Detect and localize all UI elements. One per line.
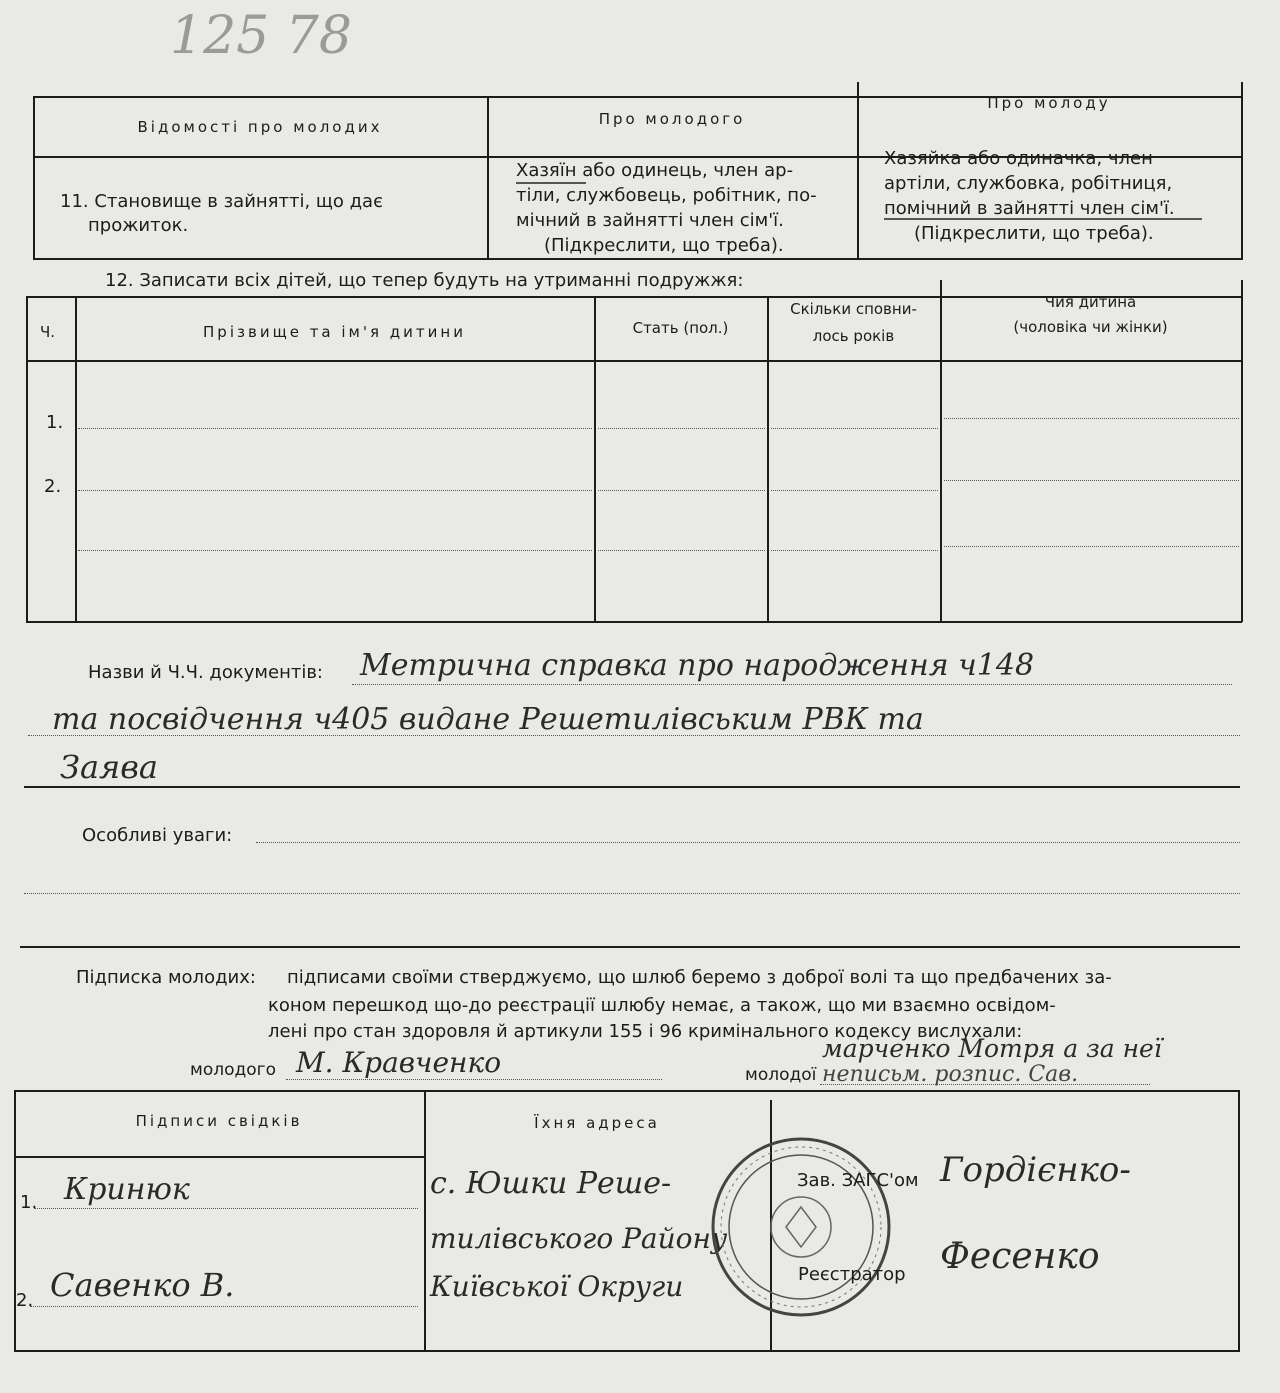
header-witness-signatures: Підписи свідків	[135, 1112, 303, 1130]
documents-handwritten-1: Метрична справка про народження ч148	[360, 648, 1035, 683]
zags-signature: Гордієнко-	[940, 1150, 1131, 1190]
bride-line-3: помічний в зайнятті член сім'ї.	[884, 198, 1175, 219]
bride-occupation-options	[884, 146, 1175, 246]
groom-line-3: мічний в зайнятті член сім'ї.	[516, 210, 784, 231]
children-heading: 12. Записати всіх дітей, що тепер будуть на утриманні подружжя:	[105, 270, 744, 291]
bride-signature-2: неписьм. розпис. Сав.	[822, 1062, 1079, 1087]
registrar-label: Реєстратор	[798, 1264, 906, 1285]
witness-address-2: тилівського Району	[430, 1222, 728, 1255]
bride-signature-1: марченко Мотря а за неї	[822, 1034, 1162, 1063]
witness-address-3: Київської Округи	[430, 1270, 684, 1303]
col-number: Ч.	[40, 323, 56, 341]
row11-label-1: 11. Становище в зайнятті, що дає	[60, 191, 383, 212]
bride-line-2: артіли, службовка, робітниця,	[884, 173, 1173, 194]
col-child-name: Прізвище та ім'я дитини	[203, 323, 466, 341]
row11-label-2: прожиток.	[88, 215, 189, 236]
official-seal-icon	[706, 1132, 896, 1322]
declaration-label: Підписка молодих:	[76, 967, 256, 988]
witness-2-signature: Савенко В.	[50, 1266, 235, 1304]
registrar-signature: Фесенко	[940, 1236, 1100, 1277]
header-groom: Про молодого	[598, 110, 746, 128]
pencil-archive-number: 125 78	[170, 6, 352, 66]
col-age-1: Скільки сповни-	[790, 300, 917, 318]
pencil-underline-bride	[884, 218, 1202, 220]
groom-signature: М. Кравченко	[296, 1046, 502, 1079]
groom-signature-label: молодого	[190, 1060, 276, 1080]
groom-line-4: (Підкреслити, що треба).	[544, 235, 784, 256]
documents-handwritten-3: Заява	[60, 748, 158, 786]
groom-occupation-options	[516, 158, 817, 258]
witness-1-num: 1.	[20, 1192, 38, 1213]
documents-label: Назви й Ч.Ч. документів:	[88, 662, 323, 683]
header-bride: Про молоду	[987, 94, 1111, 112]
bride-line-4: (Підкреслити, що треба).	[914, 223, 1154, 244]
declaration-line-3: лені про стан здоровля й артикули 155 і 96 кримінального кодексу вислухали:	[268, 1021, 1023, 1042]
child-row-1-num: 1.	[46, 412, 64, 433]
header-witness-address: Їхня адреса	[534, 1114, 660, 1132]
bride-signature-label: молодої	[745, 1065, 817, 1085]
groom-line-2: тіли, службовець, робітник, по-	[516, 185, 817, 206]
bride-line-1: Хазяйка або одиначка, член	[884, 148, 1153, 169]
witness-address-1: с. Юшки Реше-	[430, 1166, 672, 1201]
declaration-line-1: підписами своїми стверджуємо, що шлюб беремо з доброї волі та що предбачених за-	[287, 967, 1112, 988]
col-sex: Стать (пол.)	[632, 319, 729, 337]
witness-1-signature: Кринюк	[64, 1172, 190, 1207]
zags-label: Зав. ЗАГС'ом	[797, 1170, 919, 1191]
pencil-underline-groom	[516, 182, 586, 184]
witness-2-num: 2.	[16, 1290, 34, 1311]
groom-line-1: Хазяїн або одинець, член ар-	[516, 160, 794, 181]
documents-handwritten-2: та посвідчення ч405 видане Решетилівським РВК та	[52, 702, 924, 737]
header-info: Відомості про молодих	[137, 118, 383, 136]
col-whose-2: (чоловіка чи жінки)	[1013, 318, 1168, 336]
notes-label: Особливі уваги:	[82, 825, 233, 846]
declaration-line-2: коном перешкод що-до реєстрації шлюбу немає, а також, що ми взаємно освідом-	[268, 995, 1056, 1016]
child-row-2-num: 2.	[44, 476, 62, 497]
col-age-2: лось років	[812, 327, 895, 345]
col-whose-1: Чия дитина	[1044, 293, 1137, 311]
